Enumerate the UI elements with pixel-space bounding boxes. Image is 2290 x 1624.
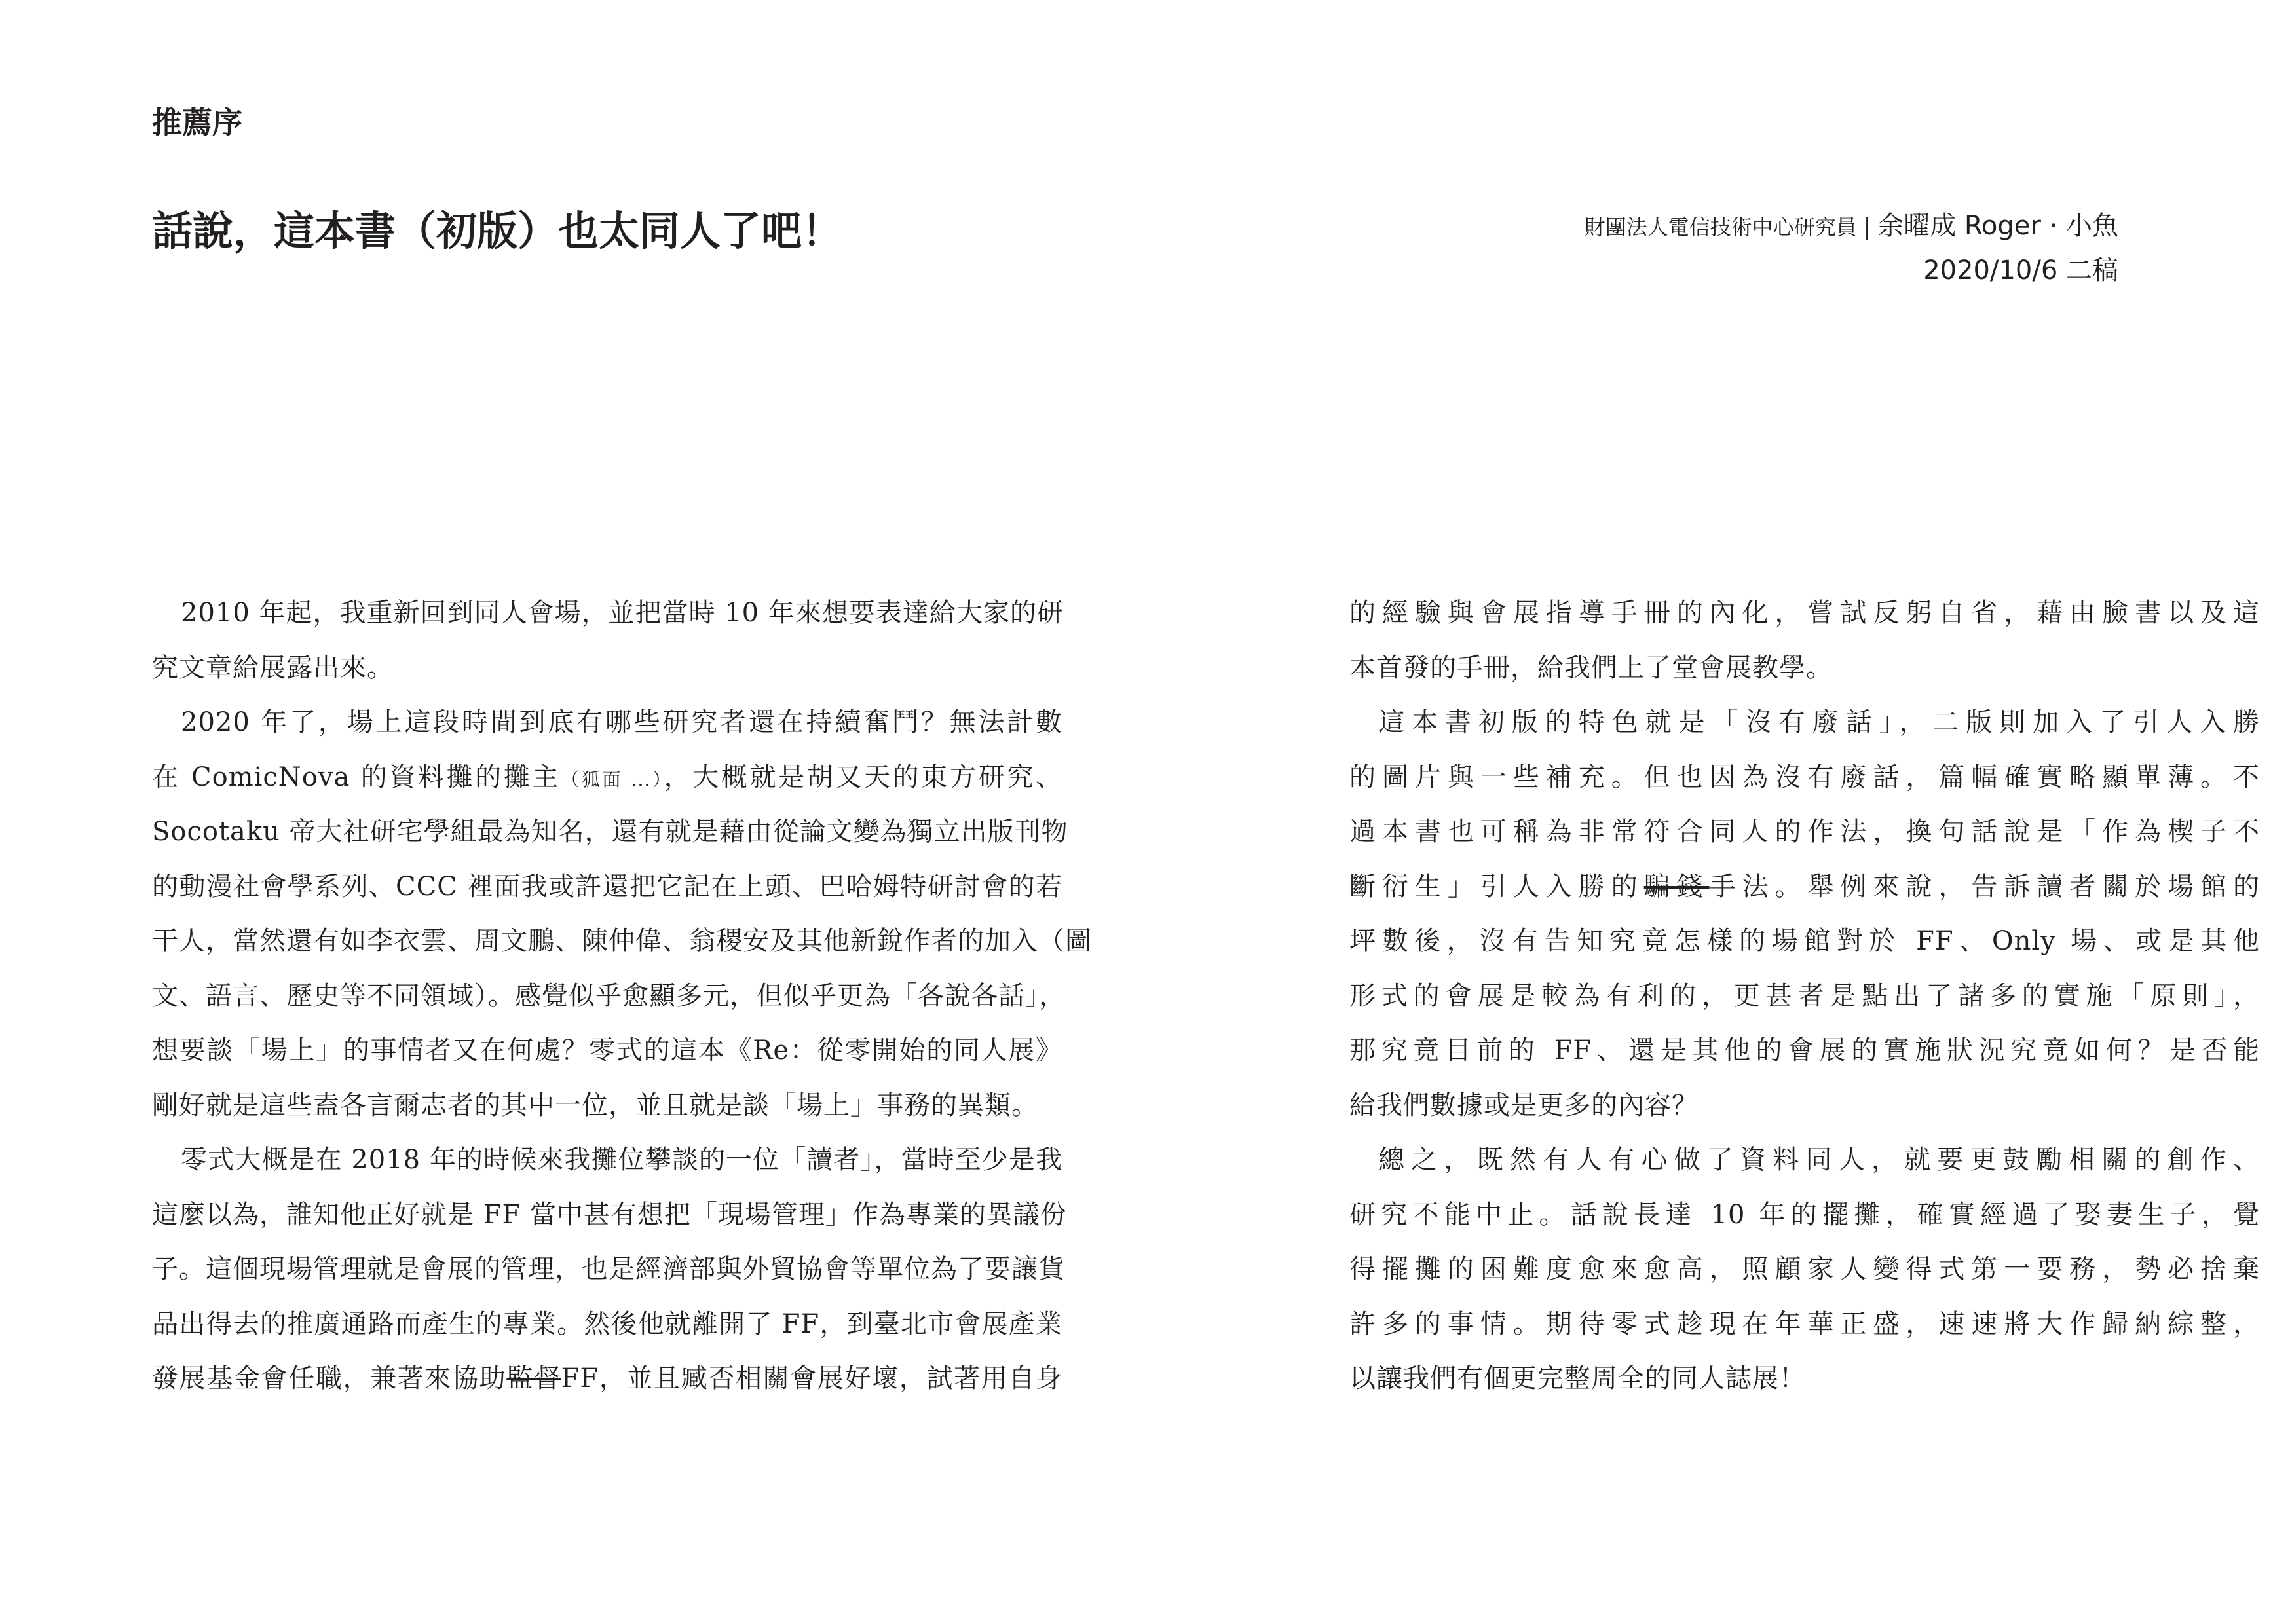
text-line: 形式的會展是較為有利的，更甚者是點出了諸多的實施「原則」， [1349,980,2260,1011]
text-note: （狐面 ...） [561,768,664,790]
text-line: 給我們數據或是更多的內容？ [1349,1090,1699,1120]
text-line: 的經驗與會展指導手冊的內化，嘗試反躬自省，藉由臉書以及這 [1349,598,2260,628]
text-line [152,1352,1062,1407]
text-line: 以讓我們有個更完整周全的同人誌展！ [1349,1363,1806,1393]
text-line: 2020 年了，場上這段時間到底有哪些研究者還在持續奮鬥？無法計數 [181,707,1062,737]
text-line [1349,860,2260,915]
text-line: 想要談「場上」的事情者又在何處？零式的這本《Re：從零開始的同人展》 [152,1035,1062,1065]
text-segment: ，大概就是胡又天的東方研究、 [664,762,1062,792]
right-column [1349,586,2260,1407]
text-line: 零式大概是在 2018 年的時候來我攤位攀談的一位「讀者」，當時至少是我 [181,1145,1062,1175]
text-line: 本首發的手冊，給我們上了堂會展教學。 [1349,652,1833,683]
byline-separator: | [1863,214,1871,240]
text-line [152,750,1062,805]
text-line: 總之，既然有人有心做了資料同人，就要更鼓勵相關的創作、 [1378,1145,2260,1175]
left-column [152,586,1092,1407]
text-line: 的動漫社會學系列、CCC 裡面我或許還把它記在上頭、巴哈姆特研討會的若 [152,871,1062,902]
text-segment: 發展基金會任職，兼著來協助 [152,1363,507,1393]
text-line: 這本書初版的特色就是「沒有廢話」，二版則加入了引人入勝 [1378,707,2260,737]
text-line: 坪數後，沒有告知究竟怎樣的場館對於 FF、Only 場、或是其他 [1349,926,2260,956]
text-segment: 手法。舉例來說，告訴讀者關於場館的 [1709,871,2261,902]
byline-author-line [1585,204,2118,249]
text-line: 剛好就是這些盍各言爾志者的其中一位，並且就是談「場上」事務的異類。 [152,1090,1038,1120]
section-label: 推薦序 [152,105,242,140]
text-line: Socotaku 帝大社研宅學組最為知名，還有就是藉由從論文變為獨立出版刊物 [152,817,1068,847]
page-title: 話說，這本書（初版）也太同人了吧！ [152,207,843,255]
text-line: 得擺攤的困難度愈來愈高，照顧家人變得式第一要務，勢必捨棄 [1349,1254,2260,1284]
text-segment: FF，並且臧否相關會展好壞，試著用自身 [561,1363,1062,1393]
text-line: 究文章給展露出來。 [152,652,394,683]
text-line: 許多的事情。期待零式趁現在年華正盛，速速將大作歸納綜整， [1349,1308,2260,1339]
text-line: 這麼以為，誰知他正好就是 FF 當中甚有想把「現場管理」作為專業的異議份 [152,1199,1067,1230]
text-segment: 在 ComicNova 的資料攤的攤主 [152,762,561,792]
text-line: 文、語言、歷史等不同領域）。感覺似乎愈顯多元，但似乎更為「各說各話」， [152,980,1066,1011]
text-segment: 斷衍生」引人入勝的 [1349,871,1644,902]
text-line: 那究竟目前的 FF、還是其他的會展的實施狀況究竟如何？是否能 [1349,1035,2260,1065]
author-affiliation: 財團法人電信技術中心研究員 [1584,215,1857,240]
text-line: 品出得去的推廣通路而產生的專業。然後他就離開了 FF，到臺北市會展產業 [152,1308,1062,1339]
text-line: 過本書也可稱為非常符合同人的作法，換句話說是「作為楔子不 [1349,817,2260,847]
text-line: 子。這個現場管理就是會展的管理，也是經濟部與外貿協會等單位為了要讓貨 [152,1254,1065,1284]
strikethrough-text: 監督 [506,1363,561,1393]
text-line: 干人，當然還有如李衣雲、周文鵬、陳仲偉、翁稷安及其他新銳作者的加入（圖 [152,926,1092,956]
byline [1585,204,2118,292]
text-line: 2010 年起，我重新回到同人會場，並把當時 10 年來想要表達給大家的研 [181,598,1064,628]
author-name: 余曜成 Roger · 小魚 [1877,211,2118,241]
byline-date: 2020/10/6 二稿 [1923,255,2118,286]
strikethrough-text: 騙錢 [1643,871,1710,902]
text-line: 的圖片與一些補充。但也因為沒有廢話，篇幅確實略顯單薄。不 [1349,762,2260,792]
text-line: 研究不能中止。話說長達 10 年的擺攤，確實經過了娶妻生子，覺 [1349,1199,2260,1230]
